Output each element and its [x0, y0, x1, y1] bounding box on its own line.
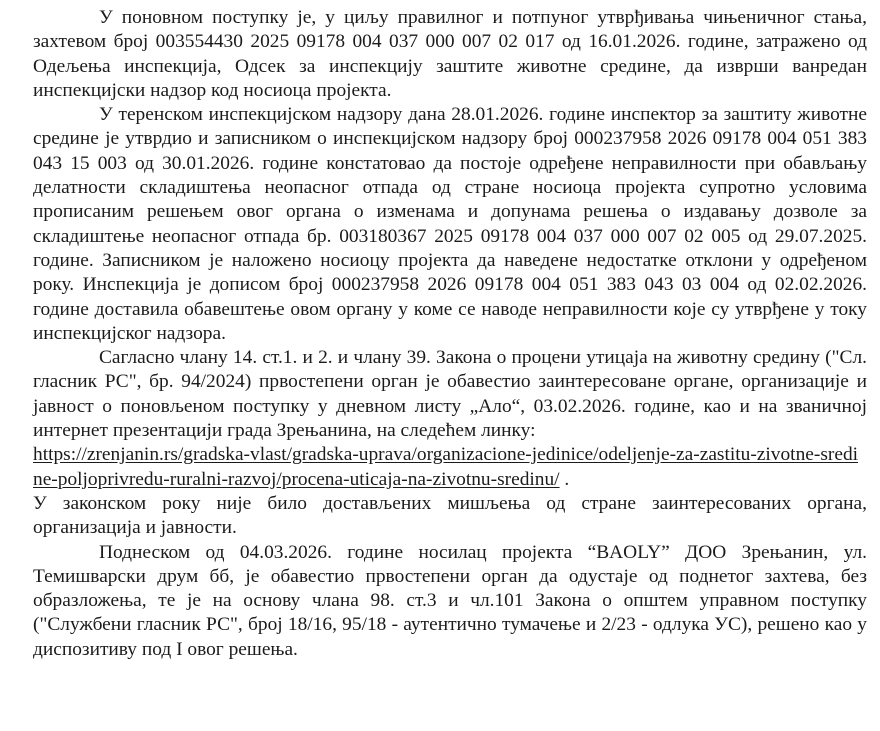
paragraph-no-opinions: У законском року није било достављених мишљења од стране заинтересованих органа, организација и јавности.	[33, 492, 867, 539]
link-trailing-period: .	[564, 468, 570, 490]
paragraph-withdrawal: Поднеском од 04.03.2026. године носилац пројекта “BAOLY” ДОО Зрењанин, ул. Темишварски друм бб, је обавестио првостепени орган да одустаје од поднетог захтева, без образложења, те је на основу члана 98. ст.3 и чл.101 Закона о општем управном поступку ("Службени гласник РС", број 18/16, 95/18 - аутентично тумачење и 2/23 - одлука УС), решено као у диспозитиву под I овог решења.	[33, 541, 867, 660]
link-line	[33, 443, 867, 492]
paragraph-public-notice: Сагласно члану 14. ст.1. и 2. и члану 39. Закона о процени утицаја на животну средину ("Сл. гласник РС", бр. 94/2024) првостепени орган је обавестио заинтересоване органе, организације и јавност о поновљеном поступку у дневном листу „Ало“, 03.02.2026. године, као и на званичној интернет презентацији града Зрењанина, на следећем линку:	[33, 347, 867, 442]
paragraph-field-inspection: У теренском инспекцијском надзору дана 28.01.2026. године инспектор за заштиту животне средине је утврдио и записником о инспекцијском надзору број 000237958 2026 09178 004 051 383 043 15 003 од 30.01.2026. године констатовао да постоје одређене неправилности при обављању делатности складиштења неопасног отпада од стране носиоца пројекта супротно условима прописаним решењем овог органа о изменама и допунама решења о издавању дозволе за складиштење неопасног отпада бр. 003180367 2025 09178 004 037 000 007 02 005 од 29.07.2025. године. Записником је наложено носиоцу пројекта да наведене недостатке отклони у одређеном року. Инспекција је дописом број 000237958 2026 09178 004 051 383 043 03 004 од 02.02.2026. године доставила обавештење овом органу у коме се наводе неправилности које су утврђене у току инспекцијског надзора.	[33, 104, 867, 344]
document-body	[33, 6, 867, 662]
paragraph-inspection-request: У поновном поступку је, у циљу правилног и потпуног утврђивања чињеничног стања, захтевом број 003554430 2025 09178 004 037 000 007 02 017 од 16.01.2026. године, затражено од Одељења инспекција, Одсек за инспекцију заштите животне средине, да изврши ванредан инспекцијски надзор код носиоца пројекта.	[33, 7, 867, 101]
procena-uticaja-link[interactable]: https://zrenjanin.rs/gradska-vlast/gradska-uprava/organizacione-jedinice/odeljenje-za-zastitu-zivotne-sredine-poljoprivredu-ruralni-razvoj/procena-uticaja-na-zivotnu-sredinu/	[33, 444, 859, 490]
